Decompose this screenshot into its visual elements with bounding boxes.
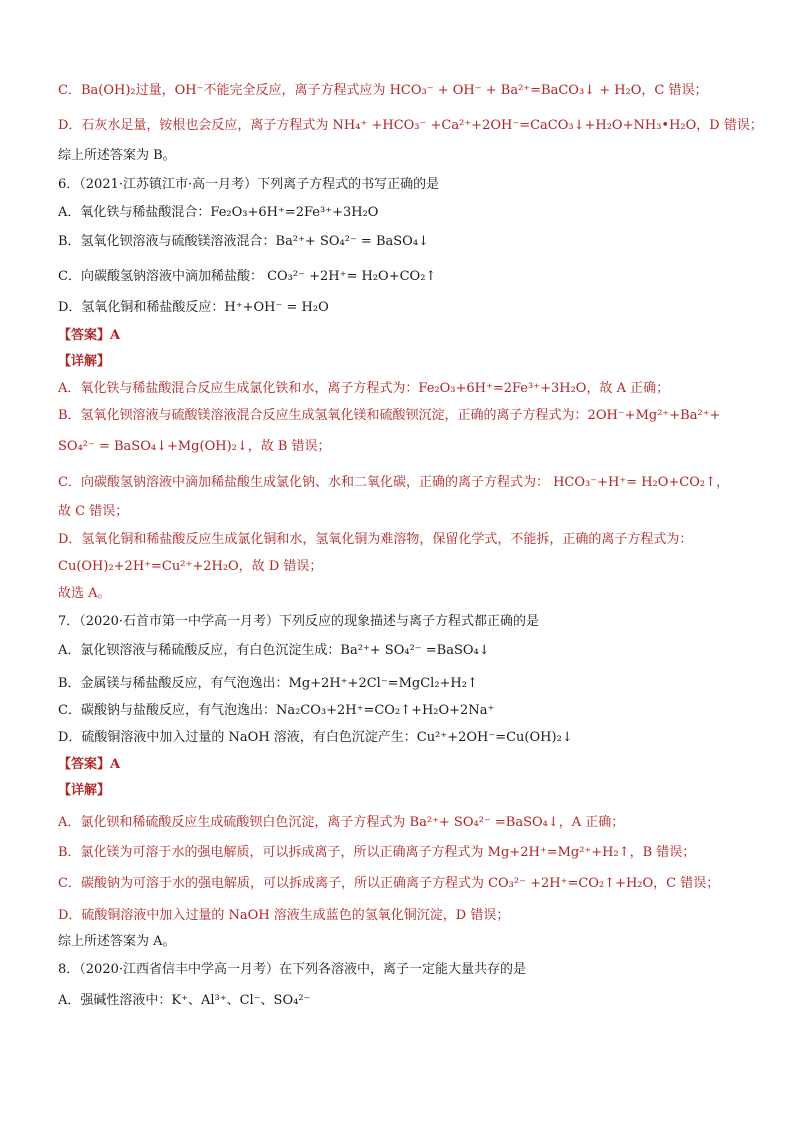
text-line: A．氧化铁与稀盐酸混合：Fe₂O₃+6H⁺=2Fe³⁺+3H₂O (58, 205, 379, 220)
text-line: 7．（2020·石首市第一中学高一月考）下列反应的现象描述与离子方程式都正确的是 (58, 614, 539, 629)
text-line: A．氯化钡和稀硫酸反应生成硫酸钡白色沉淀，离子方程式为 Ba²⁺+ SO₄²⁻ =BaSO₄↓，A 正确； (58, 815, 625, 830)
text-line: B．氢氧化钡溶液与硫酸镁溶液混合反应生成氢氧化镁和硫酸钡沉淀，正确的离子方程式为：2OH⁻+Mg²⁺+Ba²⁺+ (58, 408, 721, 423)
text-line: C．碳酸钠为可溶于水的强电解质，可以拆成离子，所以正确离子方程式为 CO₃²⁻ +2H⁺=CO₂↑+H₂O，C 错误； (58, 876, 720, 891)
text-line: D．硫酸铜溶液中加入过量的 NaOH 溶液生成蓝色的氢氧化铜沉淀，D 错误； (58, 908, 510, 923)
text-line: D．硫酸铜溶液中加入过量的 NaOH 溶液，有白色沉淀产生：Cu²⁺+2OH⁻=Cu(OH)₂↓ (58, 730, 573, 745)
text-line: C．向碳酸氢钠溶液中滴加稀盐酸生成氯化钠、水和二氧化碳，正确的离子方程式为： HCO₃⁻+H⁺= H₂O+CO₂↑， (58, 475, 730, 490)
text-line: B．氢氧化钡溶液与硫酸镁溶液混合：Ba²⁺+ SO₄²⁻ = BaSO₄↓ (58, 234, 429, 249)
text-line: C．向碳酸氢钠溶液中滴加稀盐酸： CO₃²⁻ +2H⁺= H₂O+CO₂↑ (58, 269, 437, 284)
text-line: A．氧化铁与稀盐酸混合反应生成氯化铁和水，离子方程式为：Fe₂O₃+6H⁺=2Fe³⁺+3H₂O，故 A 正确； (58, 381, 670, 396)
text-line: SO₄²⁻ = BaSO₄↓+Mg(OH)₂↓，故 B 错误； (58, 439, 331, 454)
text-line: A．氯化钡溶液与稀硫酸反应，有白色沉淀生成：Ba²⁺+ SO₄²⁻ =BaSO₄↓ (58, 643, 490, 658)
text-line: 【详解】 (58, 783, 111, 798)
text-line: 6．（2021·江苏镇江市·高一月考）下列离子方程式的书写正确的是 (58, 177, 440, 192)
text-line: 综上所述答案为 B。 (58, 148, 176, 163)
text-line: B．氯化镁为可溶于水的强电解质，可以拆成离子，所以正确离子方程式为 Mg+2H⁺=Mg²⁺+H₂↑，B 错误； (58, 845, 696, 860)
text-line: 【答案】A (58, 328, 121, 343)
text-line: C．碳酸钠与盐酸反应，有气泡逸出：Na₂CO₃+2H⁺=CO₂↑+H₂O+2Na⁺ (58, 703, 495, 718)
text-line: A．强碱性溶液中：K⁺、Al³⁺、Cl⁻、SO₄²⁻ (58, 993, 311, 1008)
text-line: 故选 A。 (58, 586, 111, 601)
text-line: D．氢氧化铜和稀盐酸反应：H⁺+OH⁻ = H₂O (58, 300, 329, 315)
text-line: D．氢氧化铜和稀盐酸反应生成氯化铜和水，氢氧化铜为难溶物，保留化学式，不能拆，正确的离子方程式为： (58, 532, 693, 547)
text-line: 故 C 错误； (58, 504, 129, 519)
text-line: Cu(OH)₂+2H⁺=Cu²⁺+2H₂O，故 D 错误； (58, 559, 323, 574)
text-line: 【详解】 (58, 354, 111, 369)
text-line: D．石灰水足量，铵根也会反应，离子方程式为 NH₄⁺ +HCO₃⁻ +Ca²⁺+2OH⁻=CaCO₃↓+H₂O+NH₃•H₂O，D 错误； (58, 118, 763, 133)
text-line: B．金属镁与稀盐酸反应，有气泡逸出：Mg+2H⁺+2Cl⁻=MgCl₂+H₂↑ (58, 676, 478, 691)
text-line: C．Ba(OH)₂过量，OH⁻不能完全反应，离子方程式应为 HCO₃⁻ + OH⁻ + Ba²⁺=BaCO₃↓ + H₂O，C 错误； (58, 83, 708, 98)
text-line: 【答案】A (58, 757, 121, 772)
text-line: 综上所述答案为 A。 (58, 934, 176, 949)
text-line: 8．（2020·江西省信丰中学高一月考）在下列各溶液中，离子一定能大量共存的是 (58, 962, 526, 977)
